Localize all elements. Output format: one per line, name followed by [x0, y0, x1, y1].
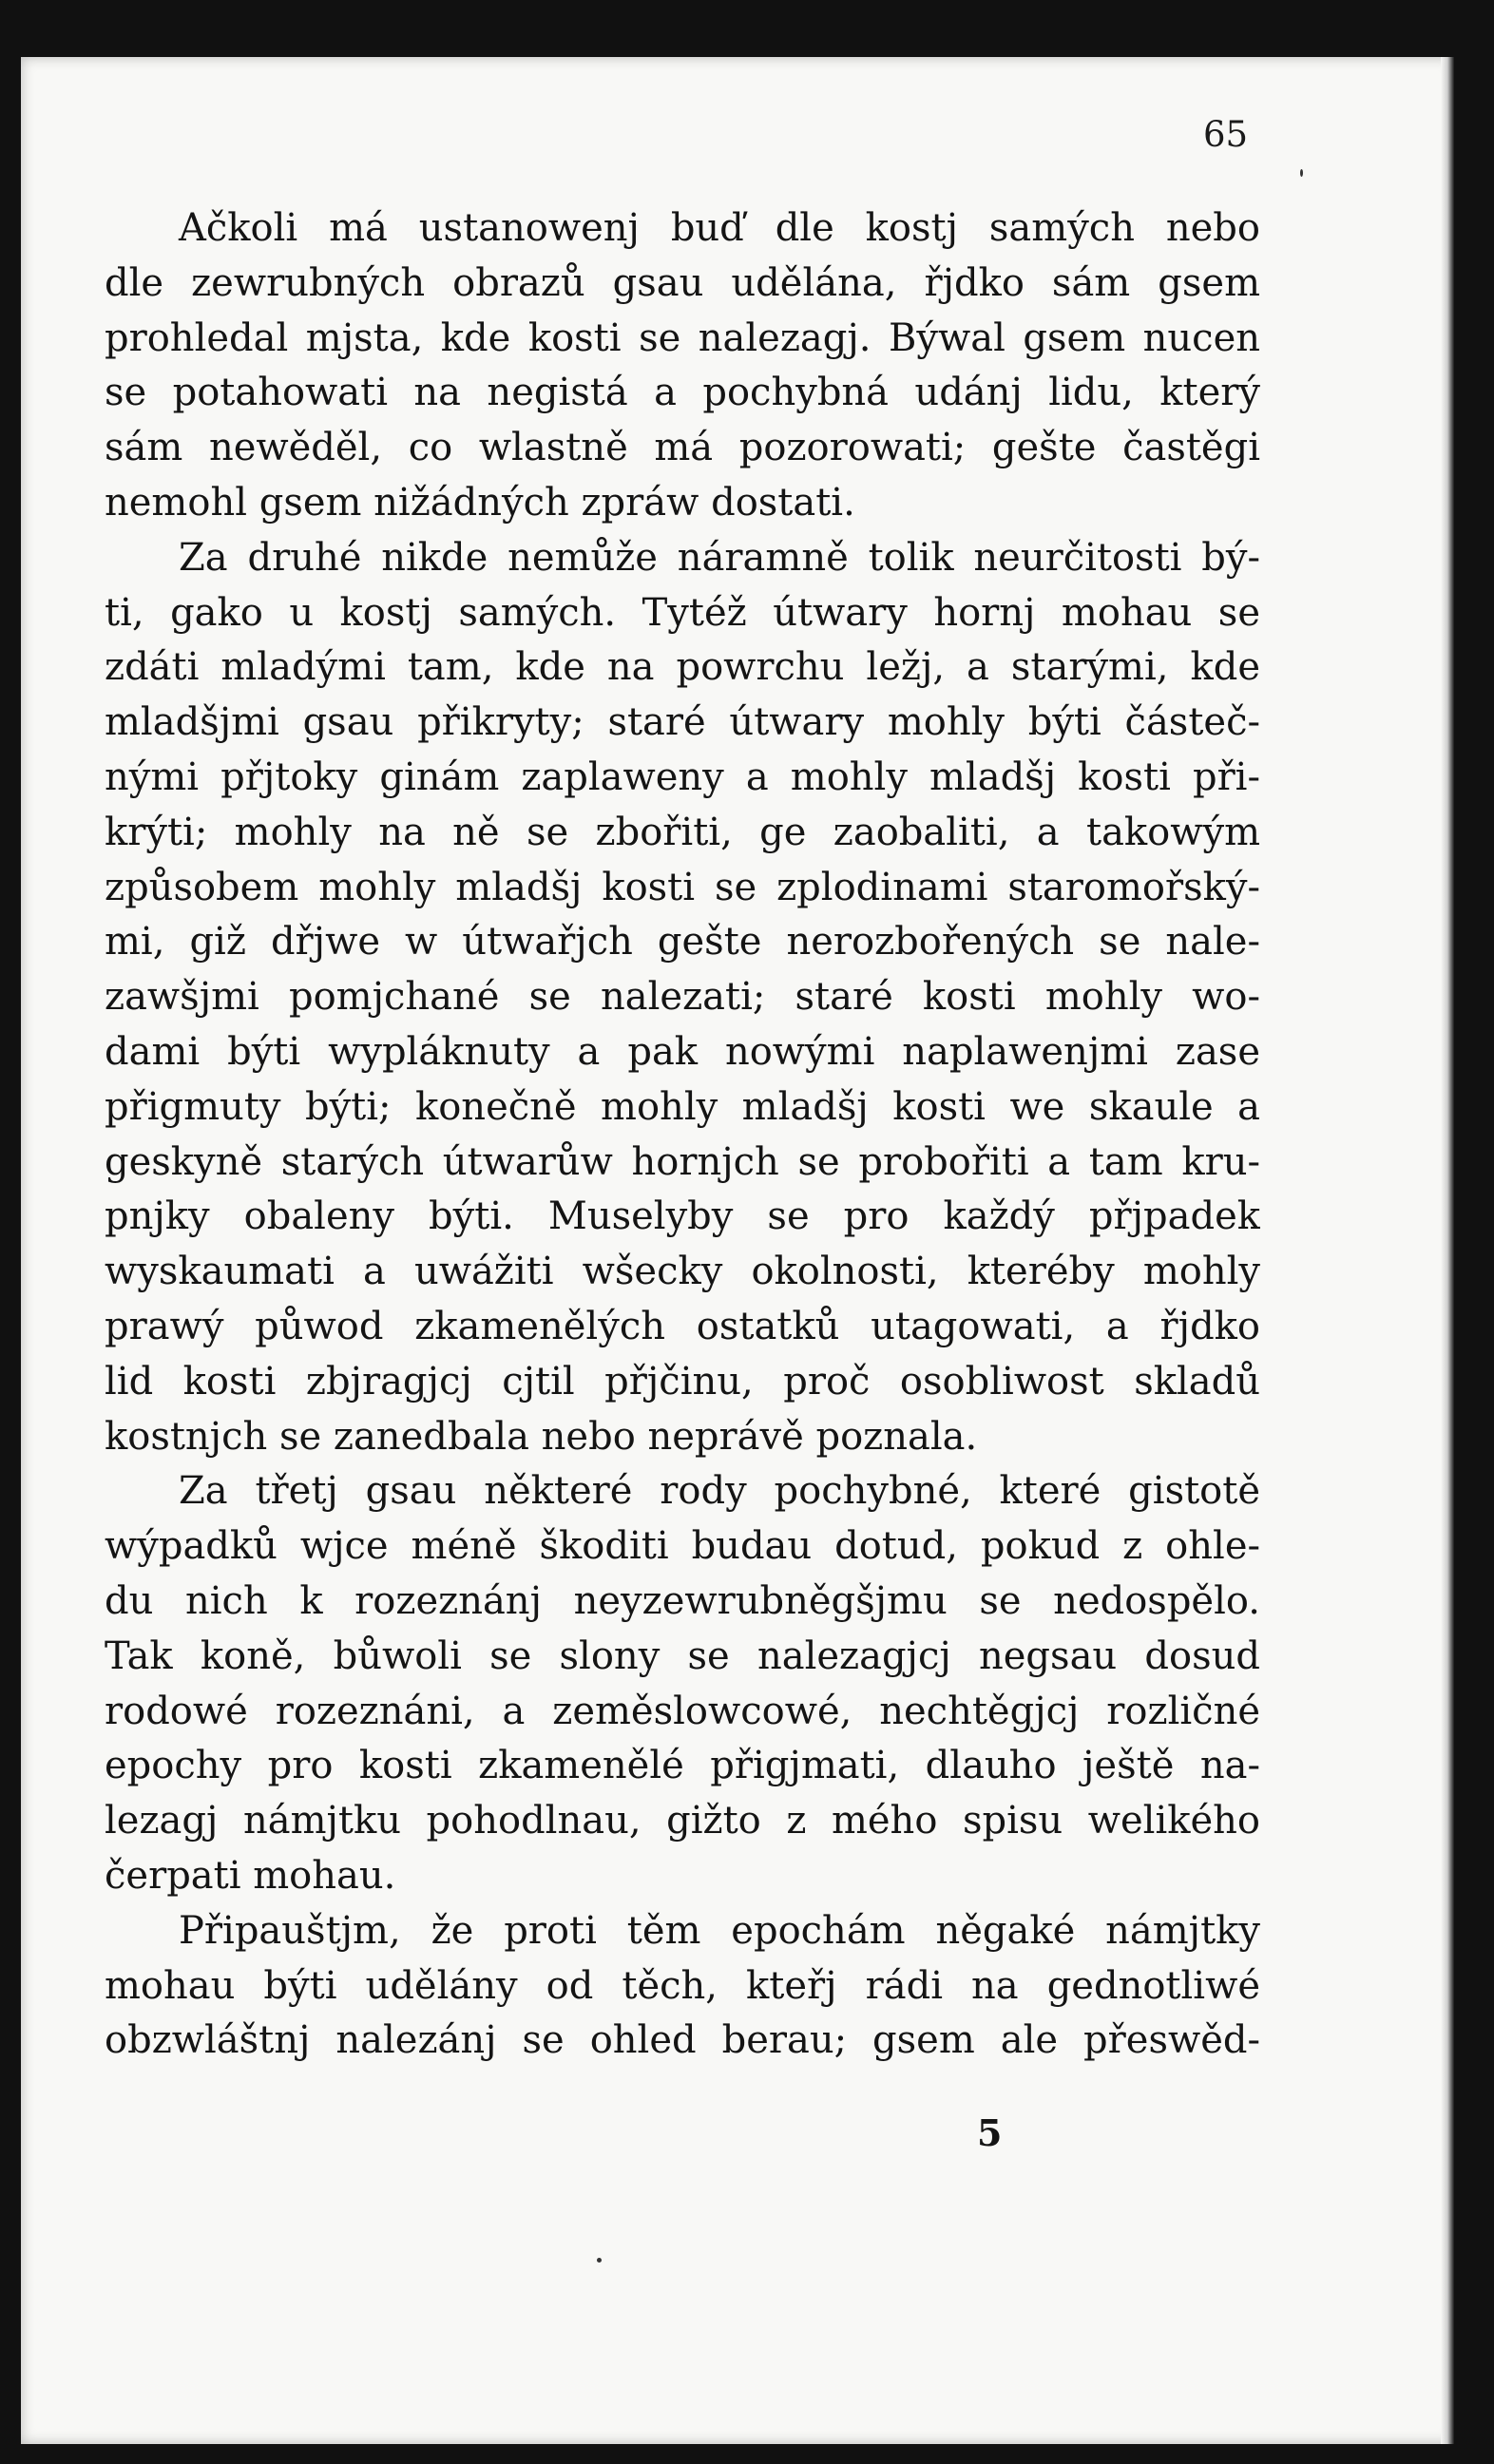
text-line: dle zewrubných obrazů gsau udělána, řjdko sám gsem	[105, 260, 1260, 305]
text-line: zdáti mladými tam, kde na powrchu ležj, a starými, kde	[105, 645, 1260, 690]
text-line: Za třetj gsau některé rody pochybné, které gistotě	[179, 1469, 1260, 1514]
text-line: geskyně starých útwarůw hornjch se probořiti a tam kru-	[105, 1139, 1260, 1184]
text-line: obzwláštnj nalezánj se ohled berau; gsem ale přeswěd-	[105, 2018, 1260, 2063]
text-line: Tak koně, bůwoli se slony se nalezagjcj negsau dosud	[105, 1633, 1260, 1678]
text-line: sám newěděl, co wlastně má pozorowati; gešte častěgi	[105, 426, 1260, 470]
text-line: Ačkoli má ustanowenj buď dle kostj samých nebo	[179, 206, 1260, 250]
text-line: mohau býti udělány od těch, kteřj rádi na gednotliwé	[105, 1963, 1260, 2008]
paper-speck	[597, 2258, 602, 2263]
text-line: mi, giž dřjwe w útwařjch gešte nerozbořených se nale-	[105, 920, 1260, 965]
body-text	[105, 201, 1260, 2069]
text-line: se potahowati na negistá a pochybná udánj lidu, který	[105, 371, 1260, 415]
text-line: wýpadků wjce méně škoditi budau dotud, pokud z ohle-	[105, 1524, 1260, 1569]
text-line: kostnjch se zanedbala nebo neprávě poznala.	[105, 1414, 978, 1459]
signature-mark: 5	[977, 2111, 1003, 2154]
text-line: Připauštjm, že proti těm epochám něgaké námjtky	[179, 1908, 1260, 1953]
text-line: wyskaumati a uwážiti wšecky okolnosti, kteréby mohly	[105, 1250, 1260, 1294]
text-line: zawšjmi pomjchané se nalezati; staré kosti mohly wo-	[105, 975, 1260, 1020]
text-line: dami býti wypláknuty a pak nowými naplawenjmi zase	[105, 1029, 1260, 1074]
text-line: ti, gako u kostj samých. Tytéž útwary hornj mohau se	[105, 590, 1260, 635]
text-line: přigmuty býti; konečně mohly mladšj kosti we skaule a	[105, 1084, 1260, 1129]
text-line: krýti; mohly na ně se zbořiti, ge zaobaliti, a takowým	[105, 810, 1260, 854]
text-line: mladšjmi gsau přikryty; staré útwary mohly býti částeč-	[105, 700, 1260, 745]
text-line: nými přjtoky ginám zaplaweny a mohly mladšj kosti při-	[105, 754, 1260, 799]
text-line: pnjky obaleny býti. Muselyby se pro každý přjpadek	[105, 1194, 1260, 1239]
text-line: způsobem mohly mladšj kosti se zplodinami staromořský-	[105, 865, 1260, 909]
text-line: prohledal mjsta, kde kosti se nalezagj. Býwal gsem nucen	[105, 315, 1260, 360]
text-line: du nich k rozeznánj neyzewrubněgšjmu se nedospělo.	[105, 1578, 1260, 1623]
page-edge-shadow	[1441, 57, 1454, 2444]
page-number: 65	[1203, 114, 1249, 155]
text-line: nemohl gsem nižádných zpráw dostati.	[105, 480, 855, 525]
paper-speck	[1300, 169, 1303, 177]
text-line: prawý půwod zkamenělých ostatků utagowati, a řjdko	[105, 1304, 1260, 1348]
text-line: lid kosti zbjragjcj cjtil přjčinu, proč osobliwost skladů	[105, 1359, 1260, 1404]
text-line: epochy pro kosti zkamenělé přigjmati, dlauho ještě na-	[105, 1744, 1260, 1788]
text-line: rodowé rozeznáni, a zeměslowcowé, nechtěgjcj rozličné	[105, 1689, 1260, 1733]
text-line: čerpati mohau.	[105, 1853, 396, 1898]
text-line: Za druhé nikde nemůže náramně tolik neurčitosti bý-	[179, 535, 1260, 580]
text-line: lezagj námjtku pohodlnau, gižto z mého spisu welikého	[105, 1799, 1260, 1843]
